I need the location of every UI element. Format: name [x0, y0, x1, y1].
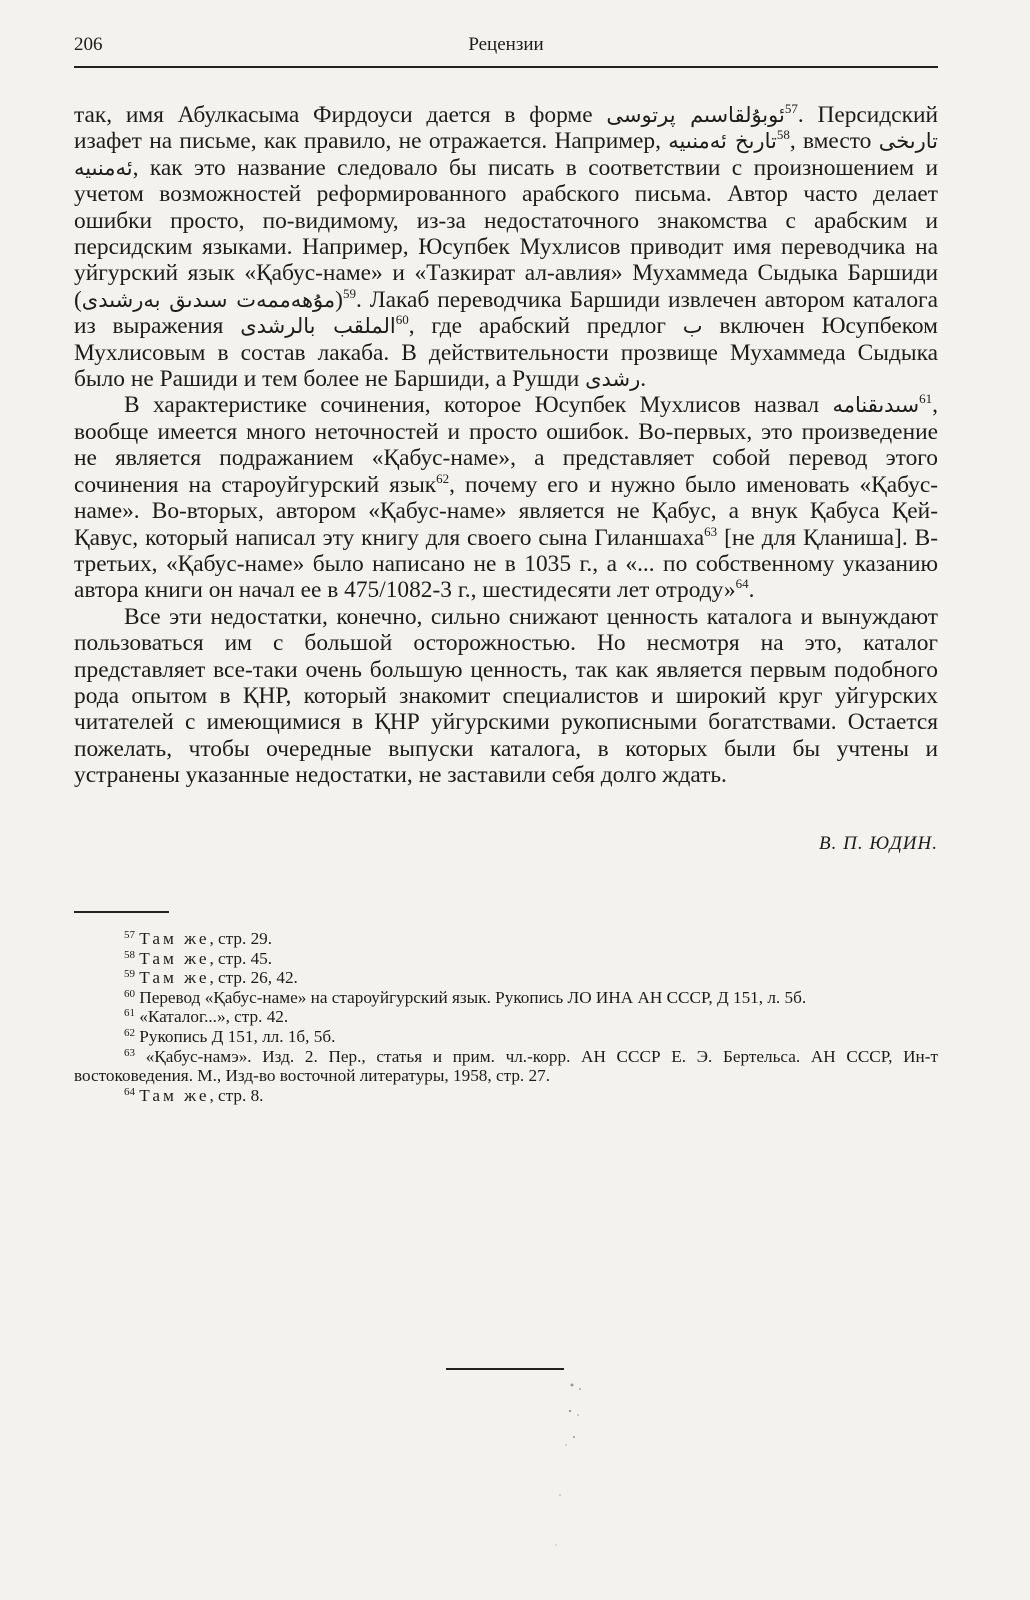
footnote-text: Перевод «Қабус-наме» на староуйгурский язык. Рукопись ЛО ИНА АН СССР, Д 151, л. 5б.	[139, 987, 807, 1007]
text-run: [не для Қланиша]. В-третьих, «Қабус-наме» было написано не в 1035 г., а «... по собственному указанию автора книги он начал ее в 475/1082-3 г., шестидесяти лет отроду»	[74, 524, 938, 604]
text-run: так, имя Абулкасыма Фирдоуси дается в форме	[74, 102, 607, 128]
footnote-ref: 62	[436, 470, 450, 486]
page-number: 206	[74, 34, 103, 55]
running-head	[74, 30, 938, 68]
footnote-number: 61	[124, 1007, 135, 1020]
body-text	[74, 102, 938, 857]
arabic-name: ئوبۇلقاسىم پرتوسى	[606, 103, 785, 127]
text-run: , вообще имеется много неточностей и просто ошибок. Во-первых, это произведение не является подражанием «Қабус-наме», а представляет собой перевод этого сочинения на староуйгурский язык	[74, 392, 938, 498]
footnote	[74, 949, 938, 969]
footnote	[74, 1027, 938, 1047]
footnote-number: 63	[124, 1046, 135, 1059]
arabic-phrase: الملقب بالرشدى	[240, 314, 396, 339]
footnote-text: , стр. 29.	[209, 928, 273, 948]
footnote-text: Рукопись Д 151, лл. 1б, 5б.	[139, 1026, 336, 1046]
text-run: )	[335, 286, 343, 313]
footnote-number: 64	[124, 1085, 135, 1098]
scan-specks	[552, 1375, 612, 1575]
arabic-name: تارىخى ئەمنىيە	[74, 129, 938, 180]
footnote	[74, 1007, 938, 1027]
footnote-spaced-text: Там же	[139, 1085, 210, 1105]
footnote-number: 57	[124, 928, 135, 941]
footnote	[74, 1086, 938, 1106]
author-signature: В. П. ЮДИН.	[819, 832, 938, 854]
footnote	[74, 968, 938, 988]
arabic-name: مۇھەممەت سىدىق بەرشىدى	[81, 287, 336, 312]
text-run: , где арабский предлог	[408, 313, 683, 340]
end-divider	[446, 1368, 564, 1370]
footnote	[74, 988, 938, 1008]
footnote-ref: 57	[784, 101, 798, 116]
footnote-text: , стр. 8.	[209, 1085, 264, 1105]
footnote-number: 60	[124, 987, 135, 1000]
arabic-name: رشدى	[585, 367, 641, 392]
arabic-preposition: ب	[682, 314, 703, 339]
text-run: , как это название следовало бы писать в соответствии с произношением и учетом возможностей реформированного арабского письма. Автор часто делает ошибки просто, по-видимому, из-за недостаточного знакомства с арабским и персидским языками. Например, Юсупбек Мухлисов приводит имя переводчика на уйгурский язык «Қабус-наме» и «Тазкират ал-авлия» Мухаммеда Сыдыка Баршиди (	[74, 154, 938, 313]
footnote-ref: 61	[919, 391, 933, 407]
footnote-spaced-text: Там же	[139, 968, 210, 988]
footnote	[74, 929, 938, 949]
footnote-text: , стр. 45.	[209, 948, 273, 968]
text-run: .	[748, 577, 755, 604]
footnote-number: 62	[124, 1026, 135, 1039]
footnote-spaced-text: Там же	[139, 928, 210, 948]
footnote-number: 58	[124, 948, 135, 961]
footnote-ref: 60	[395, 312, 409, 328]
footnote-ref: 63	[704, 523, 718, 539]
section-title: Рецензии	[468, 34, 544, 55]
paragraph-2	[74, 392, 938, 603]
footnote-text: «Қабус-намэ». Изд. 2. Пер., статья и прим. чл.-корр. АН СССР Е. Э. Бертельса. АН СССР, Ин-т востоковедения. М., Изд-во восточной литературы, 1958, стр. 27.	[74, 1046, 938, 1086]
footnote-ref: 59	[342, 285, 356, 301]
text-run: , почему его и нужно было именовать «Қабус-наме». Во-вторых, автором «Қабус-наме» является не Қабус, а внук Қабуса Қей-Қавус, который написал эту книгу для своего сына Гиланшаха	[74, 471, 938, 551]
footnote-number: 59	[124, 968, 135, 981]
text-run: В характеристике сочинения, которое Юсупбек Мухлисов назвал	[124, 392, 833, 419]
page	[74, 30, 938, 1105]
text-run: . Персидский изафет на письме, как правило, не отражается. Например,	[74, 102, 938, 155]
footnote-ref: 58	[776, 127, 790, 143]
footnote-text: «Каталог...», стр. 42.	[139, 1007, 289, 1027]
text-run: .	[640, 366, 647, 393]
arabic-name: تارىخ ئەمنىيە	[668, 129, 777, 154]
footnote-divider	[74, 911, 169, 913]
footnote-spaced-text: Там же	[139, 948, 210, 968]
paragraph-3: Все эти недостатки, конечно, сильно снижают ценность каталога и вынуждают пользоваться им с большой осторожностью. Но несмотря на это, каталог представляет все-таки очень большую ценность, так как является первым подобного рода опытом в ҚНР, который знакомит специалистов и широкий круг уйгурских читателей с имеющимися в ҚНР уйгурскими рукописными богатствами. Остается пожелать, чтобы очередные выпуски каталога, в которых были бы учтены и устранены указанные недостатки, не заставили себя долго ждать.	[74, 603, 938, 789]
arabic-title: سىدىقنامە	[832, 393, 920, 418]
text-run: , вместо	[789, 128, 879, 155]
text-run: включен Юсупбеком Мухлисовым в состав лакаба. В действительности прозвище Мухаммеда Сыдыка было не Рашиди и тем более не Баршиди, а Рушди	[74, 313, 938, 393]
footnote-text: , стр. 26, 42.	[209, 968, 298, 988]
footnote-ref: 64	[735, 576, 749, 592]
paragraph-1	[74, 102, 938, 392]
footnotes	[74, 929, 938, 1105]
footnote	[74, 1047, 938, 1086]
text-run: . Лакаб переводчика Баршиди извлечен автором каталога из выражения	[74, 286, 938, 340]
